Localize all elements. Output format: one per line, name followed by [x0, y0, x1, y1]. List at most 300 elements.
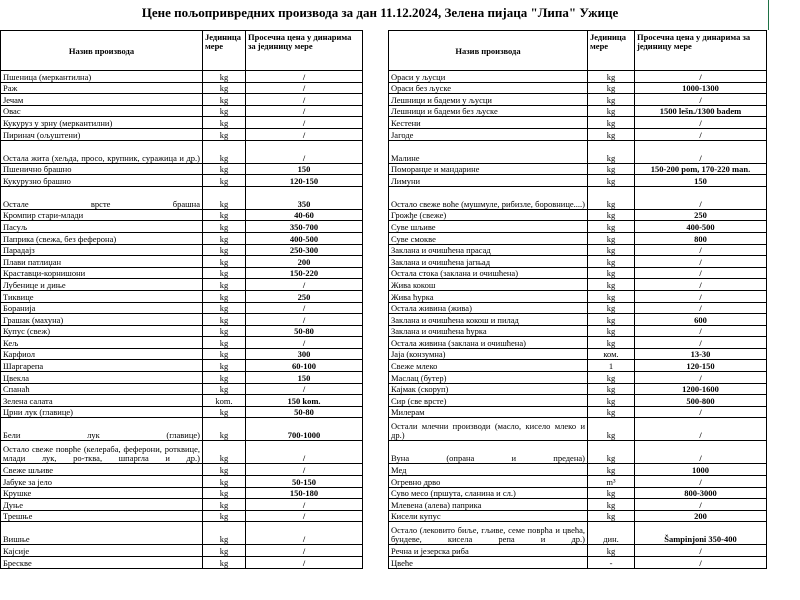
table-row: [389, 464, 767, 476]
table-row: [389, 186, 767, 209]
price-cell: /: [635, 128, 767, 140]
table-row: [1, 476, 363, 488]
price-cell: 350: [246, 186, 363, 209]
product-name-cell: Свеже шљиве: [1, 464, 203, 476]
table-row: [389, 348, 767, 360]
price-cell: 200: [635, 510, 767, 522]
product-name-cell: Остало свеже воће (мушмуле, рибизле, боровнице....): [389, 186, 588, 209]
unit-cell: kg: [203, 487, 246, 499]
table-row: [389, 128, 767, 140]
table-row: [389, 522, 767, 545]
unit-cell: kg: [203, 545, 246, 557]
table-row: [1, 545, 363, 557]
table-row: [389, 232, 767, 244]
table-row: [389, 117, 767, 129]
product-name-cell: Крушке: [1, 487, 203, 499]
table-row: [389, 256, 767, 268]
table-row: [1, 383, 363, 395]
product-name-cell: Јагоде: [389, 128, 588, 140]
table-row: [389, 395, 767, 407]
product-name-cell: Карфиол: [1, 348, 203, 360]
price-cell: /: [635, 557, 767, 569]
price-cell: /: [246, 82, 363, 94]
unit-cell: kg: [203, 476, 246, 488]
unit-cell: kg: [203, 360, 246, 372]
price-cell: /: [246, 383, 363, 395]
table-row: [1, 510, 363, 522]
price-cell: /: [635, 325, 767, 337]
price-cell: 150-220: [246, 267, 363, 279]
table-row: [389, 290, 767, 302]
product-name-cell: Остало (лековито биље, гљиве, семе поврћа и цвећа, бундеве, кисела репа и др.): [389, 522, 588, 545]
header-unit: Јединица мере: [588, 31, 635, 71]
price-cell: /: [635, 256, 767, 268]
unit-cell: kg: [203, 499, 246, 511]
product-name-cell: Ораси у љусци: [389, 71, 588, 83]
product-name-cell: Сир (све врсте): [389, 395, 588, 407]
unit-cell: kg: [588, 337, 635, 349]
unit-cell: kg: [203, 71, 246, 83]
table-row: [389, 499, 767, 511]
product-name-cell: Бресквe: [1, 557, 203, 569]
unit-cell: kg: [203, 232, 246, 244]
price-cell: 50-80: [246, 406, 363, 418]
unit-cell: kg: [588, 94, 635, 106]
product-name-cell: Вуна (опрана и предена): [389, 441, 588, 464]
table-row: [1, 105, 363, 117]
unit-cell: kg: [588, 395, 635, 407]
unit-cell: kom.: [203, 395, 246, 407]
cell-selection-edge: [768, 0, 772, 30]
product-name-cell: Остала стока (заклана и очишћена): [389, 267, 588, 279]
product-name-cell: Лимуни: [389, 175, 588, 187]
unit-cell: kg: [588, 279, 635, 291]
product-name-cell: Остала живина (жива): [389, 302, 588, 314]
unit-cell: kg: [588, 186, 635, 209]
unit-cell: kg: [588, 71, 635, 83]
price-cell: 700-1000: [246, 418, 363, 441]
table-row: [389, 360, 767, 372]
price-cell: /: [635, 406, 767, 418]
product-name-cell: Кромпир стари-млади: [1, 209, 203, 221]
price-cell: /: [246, 105, 363, 117]
price-cell: 400-500: [246, 232, 363, 244]
table-row: [389, 557, 767, 569]
price-cell: /: [635, 372, 767, 384]
product-name-cell: Пасуљ: [1, 221, 203, 233]
table-row: [1, 441, 363, 464]
table-row: [389, 441, 767, 464]
price-cell: /: [635, 94, 767, 106]
unit-cell: дин.: [588, 522, 635, 545]
unit-cell: kg: [203, 163, 246, 175]
unit-cell: kg: [203, 314, 246, 326]
page-title: Цене пољопривредних производа за дан 11.12.2024, Зелена пијаца "Липа" Ужице: [141, 5, 619, 20]
product-name-cell: Кајсије: [1, 545, 203, 557]
price-cell: /: [246, 279, 363, 291]
price-cell: 250: [635, 209, 767, 221]
unit-cell: kg: [588, 163, 635, 175]
price-cell: /: [246, 94, 363, 106]
price-cell: 1500 lešn./1300 badem: [635, 105, 767, 117]
table-row: [389, 510, 767, 522]
table-row: [1, 209, 363, 221]
unit-cell: kg: [203, 105, 246, 117]
table-row: [389, 383, 767, 395]
unit-cell: kg: [588, 418, 635, 441]
price-cell: 1200-1600: [635, 383, 767, 395]
price-cell: /: [635, 267, 767, 279]
unit-cell: kg: [203, 325, 246, 337]
table-row: [389, 244, 767, 256]
product-name-cell: Кукурузно брашно: [1, 175, 203, 187]
unit-cell: kg: [203, 186, 246, 209]
product-name-cell: Заклана и очишћена прасад: [389, 244, 588, 256]
header-price: Просечна цена у динарима за јединицу мере: [246, 31, 363, 71]
product-name-cell: Остале врсте брашна: [1, 186, 203, 209]
price-cell: 250: [246, 290, 363, 302]
table-row: [1, 175, 363, 187]
table-row: [389, 267, 767, 279]
product-name-cell: Зелена салата: [1, 395, 203, 407]
table-row: [1, 406, 363, 418]
product-name-cell: Суве шљиве: [389, 221, 588, 233]
price-cell: 60-100: [246, 360, 363, 372]
product-name-cell: Шаргарепа: [1, 360, 203, 372]
unit-cell: kg: [588, 244, 635, 256]
unit-cell: kg: [588, 105, 635, 117]
unit-cell: kg: [588, 545, 635, 557]
table-row: [1, 128, 363, 140]
unit-cell: kg: [203, 209, 246, 221]
unit-cell: kg: [588, 221, 635, 233]
unit-cell: kg: [203, 302, 246, 314]
unit-cell: 1: [588, 360, 635, 372]
table-row: [1, 221, 363, 233]
price-cell: /: [635, 71, 767, 83]
table-row: [389, 140, 767, 163]
product-name-cell: Лешници и бадеми у љусци: [389, 94, 588, 106]
price-cell: 1000: [635, 464, 767, 476]
unit-cell: kg: [203, 256, 246, 268]
price-cell: 150: [635, 175, 767, 187]
unit-cell: kg: [203, 337, 246, 349]
product-name-cell: Кајмак (скоруп): [389, 383, 588, 395]
product-name-cell: Цвекла: [1, 372, 203, 384]
header-price: Просечна цена у динарима за јединицу мере: [635, 31, 767, 71]
product-name-cell: Заклана и очишћена јагњад: [389, 256, 588, 268]
table-row: [389, 302, 767, 314]
price-cell: /: [246, 128, 363, 140]
product-name-cell: Кестени: [389, 117, 588, 129]
table-row: [389, 221, 767, 233]
product-name-cell: Мед: [389, 464, 588, 476]
product-name-cell: Заклана и очишћена ћурка: [389, 325, 588, 337]
table-row: [1, 244, 363, 256]
price-cell: 400-500: [635, 221, 767, 233]
table-row: [1, 348, 363, 360]
unit-cell: kg: [588, 256, 635, 268]
product-name-cell: Овас: [1, 105, 203, 117]
table-row: [1, 337, 363, 349]
price-cell: /: [246, 71, 363, 83]
unit-cell: kg: [203, 279, 246, 291]
unit-cell: kg: [203, 441, 246, 464]
table-header-row: [389, 31, 767, 71]
unit-cell: kg: [588, 464, 635, 476]
product-name-cell: Свеже млеко: [389, 360, 588, 372]
price-cell: /: [246, 545, 363, 557]
unit-cell: kg: [588, 510, 635, 522]
table-row: [389, 406, 767, 418]
unit-cell: kg: [203, 383, 246, 395]
table-row: [1, 557, 363, 569]
price-cell: 150 kom.: [246, 395, 363, 407]
product-name-cell: Суве смокве: [389, 232, 588, 244]
table-row: [1, 290, 363, 302]
table-row: [389, 279, 767, 291]
unit-cell: kg: [588, 441, 635, 464]
product-name-cell: Лубенице и диње: [1, 279, 203, 291]
product-name-cell: Огревно дрво: [389, 476, 588, 488]
product-name-cell: Остала жита (хељда, просо, крупник, суражица и др.): [1, 140, 203, 163]
product-name-cell: Дуње: [1, 499, 203, 511]
price-cell: /: [635, 290, 767, 302]
table-row: [1, 372, 363, 384]
table-row: [1, 71, 363, 83]
product-name-cell: Јечам: [1, 94, 203, 106]
table-row: [1, 256, 363, 268]
product-name-cell: Бели лук (главице): [1, 418, 203, 441]
table-row: [1, 499, 363, 511]
product-name-cell: Краставци-корнишони: [1, 267, 203, 279]
unit-cell: kg: [588, 140, 635, 163]
header-product-name: Назив производа: [389, 31, 588, 71]
price-cell: /: [246, 522, 363, 545]
product-name-cell: Поморанџе и мандарине: [389, 163, 588, 175]
price-cell: 120-150: [246, 175, 363, 187]
price-cell: /: [635, 499, 767, 511]
product-name-cell: Жива кокош: [389, 279, 588, 291]
table-row: [389, 175, 767, 187]
table-row: [1, 418, 363, 441]
product-name-cell: Парадајз: [1, 244, 203, 256]
table-row: [1, 94, 363, 106]
table-row: [1, 325, 363, 337]
table-row: [389, 476, 767, 488]
product-name-cell: Милерам: [389, 406, 588, 418]
product-name-cell: Јаја (конзумна): [389, 348, 588, 360]
price-cell: /: [635, 418, 767, 441]
unit-cell: kg: [588, 290, 635, 302]
unit-cell: kg: [588, 487, 635, 499]
price-cell: 50-80: [246, 325, 363, 337]
table-header-row: [1, 31, 363, 71]
unit-cell: kg: [203, 522, 246, 545]
unit-cell: kg: [203, 464, 246, 476]
table-row: [389, 82, 767, 94]
table-row: [389, 545, 767, 557]
product-name-cell: Јабуке за јело: [1, 476, 203, 488]
price-cell: /: [635, 117, 767, 129]
unit-cell: m³: [588, 476, 635, 488]
unit-cell: kg: [203, 267, 246, 279]
unit-cell: kg: [588, 406, 635, 418]
product-name-cell: Маслац (бутер): [389, 372, 588, 384]
table-row: [389, 314, 767, 326]
header-product-name: Назив производа: [1, 31, 203, 71]
table-row: [389, 105, 767, 117]
table-row: [1, 395, 363, 407]
unit-cell: kg: [588, 117, 635, 129]
table-row: [1, 117, 363, 129]
unit-cell: kg: [203, 510, 246, 522]
product-name-cell: Заклана и очишћена кокош и пилад: [389, 314, 588, 326]
price-cell: /: [246, 337, 363, 349]
table-row: [1, 163, 363, 175]
table-row: [389, 372, 767, 384]
unit-cell: kg: [203, 244, 246, 256]
price-cell: /: [246, 557, 363, 569]
price-cell: /: [246, 314, 363, 326]
unit-cell: kg: [203, 221, 246, 233]
price-cell: /: [635, 302, 767, 314]
unit-cell: kg: [588, 325, 635, 337]
price-cell: /: [635, 279, 767, 291]
table-row: [1, 82, 363, 94]
product-name-cell: Млевена (алева) паприка: [389, 499, 588, 511]
table-row: [1, 232, 363, 244]
price-cell: /: [246, 117, 363, 129]
price-cell: 200: [246, 256, 363, 268]
price-cell: /: [246, 441, 363, 464]
price-cell: 1000-1300: [635, 82, 767, 94]
price-cell: 120-150: [635, 360, 767, 372]
product-name-cell: Трешње: [1, 510, 203, 522]
price-cell: 800-3000: [635, 487, 767, 499]
product-name-cell: Вишње: [1, 522, 203, 545]
price-cell: 13-30: [635, 348, 767, 360]
price-cell: /: [246, 510, 363, 522]
product-name-cell: Пшеница (меркантилна): [1, 71, 203, 83]
unit-cell: kg: [588, 302, 635, 314]
unit-cell: kg: [588, 314, 635, 326]
product-name-cell: Кисели купус: [389, 510, 588, 522]
table-row: [1, 360, 363, 372]
price-cell: 50-150: [246, 476, 363, 488]
price-cell: 800: [635, 232, 767, 244]
price-cell: /: [635, 186, 767, 209]
table-row: [389, 337, 767, 349]
product-name-cell: Кукуруз у зрну (меркантилни): [1, 117, 203, 129]
unit-cell: ком.: [588, 348, 635, 360]
product-name-cell: Суво месо (пршута, сланина и сл.): [389, 487, 588, 499]
price-cell: 600: [635, 314, 767, 326]
table-row: [1, 314, 363, 326]
price-cell: /: [635, 441, 767, 464]
product-name-cell: Боранија: [1, 302, 203, 314]
product-name-cell: Раж: [1, 82, 203, 94]
product-name-cell: Грожђе (свеже): [389, 209, 588, 221]
unit-cell: kg: [588, 175, 635, 187]
price-cell: 150: [246, 372, 363, 384]
table-row: [389, 71, 767, 83]
product-name-cell: Малине: [389, 140, 588, 163]
price-cell: /: [635, 244, 767, 256]
unit-cell: kg: [203, 94, 246, 106]
unit-cell: kg: [588, 209, 635, 221]
table-row: [1, 464, 363, 476]
unit-cell: kg: [203, 290, 246, 302]
product-name-cell: Паприка (свежа, без феферона): [1, 232, 203, 244]
table-row: [1, 302, 363, 314]
product-name-cell: Ораси без љуске: [389, 82, 588, 94]
unit-cell: kg: [203, 372, 246, 384]
product-name-cell: Плави патлиџан: [1, 256, 203, 268]
unit-cell: kg: [588, 372, 635, 384]
price-cell: 150: [246, 163, 363, 175]
price-cell: /: [635, 140, 767, 163]
product-name-cell: Цвеће: [389, 557, 588, 569]
price-cell: 250-300: [246, 244, 363, 256]
product-name-cell: Речна и језерска риба: [389, 545, 588, 557]
table-row: [1, 487, 363, 499]
unit-cell: kg: [203, 418, 246, 441]
price-cell: /: [246, 140, 363, 163]
price-cell: /: [635, 337, 767, 349]
product-name-cell: Спанаћ: [1, 383, 203, 395]
price-cell: /: [246, 464, 363, 476]
price-cell: Šampinjoni 350-400: [635, 522, 767, 545]
product-name-cell: Кељ: [1, 337, 203, 349]
price-cell: 150-180: [246, 487, 363, 499]
table-row: [1, 279, 363, 291]
price-cell: /: [246, 499, 363, 511]
table-row: [1, 522, 363, 545]
unit-cell: kg: [203, 406, 246, 418]
unit-cell: kg: [588, 499, 635, 511]
table-row: [1, 267, 363, 279]
product-name-cell: Тиквице: [1, 290, 203, 302]
product-name-cell: Пшенично брашно: [1, 163, 203, 175]
unit-cell: kg: [203, 82, 246, 94]
product-name-cell: Грашак (махуна): [1, 314, 203, 326]
unit-cell: kg: [203, 557, 246, 569]
unit-cell: kg: [203, 128, 246, 140]
table-row: [389, 94, 767, 106]
price-cell: 350-700: [246, 221, 363, 233]
table-row: [389, 209, 767, 221]
header-unit: Јединица мере: [203, 31, 246, 71]
unit-cell: -: [588, 557, 635, 569]
unit-cell: kg: [588, 267, 635, 279]
unit-cell: kg: [588, 383, 635, 395]
product-name-cell: Остало свеже поврће (келераба, феферони, ротквице, млади лук, ро-тква, шпаргла и др.): [1, 441, 203, 464]
unit-cell: kg: [203, 117, 246, 129]
unit-cell: kg: [203, 140, 246, 163]
product-name-cell: Жива ћурка: [389, 290, 588, 302]
unit-cell: kg: [203, 175, 246, 187]
product-name-cell: Купус (свеж): [1, 325, 203, 337]
price-table-right: [388, 30, 767, 569]
unit-cell: kg: [588, 232, 635, 244]
product-name-cell: Црни лук (главице): [1, 406, 203, 418]
table-row: [389, 325, 767, 337]
table-row: [389, 487, 767, 499]
table-row: [1, 140, 363, 163]
product-name-cell: Пиринач (ољуштени): [1, 128, 203, 140]
price-table-left: [0, 30, 363, 569]
